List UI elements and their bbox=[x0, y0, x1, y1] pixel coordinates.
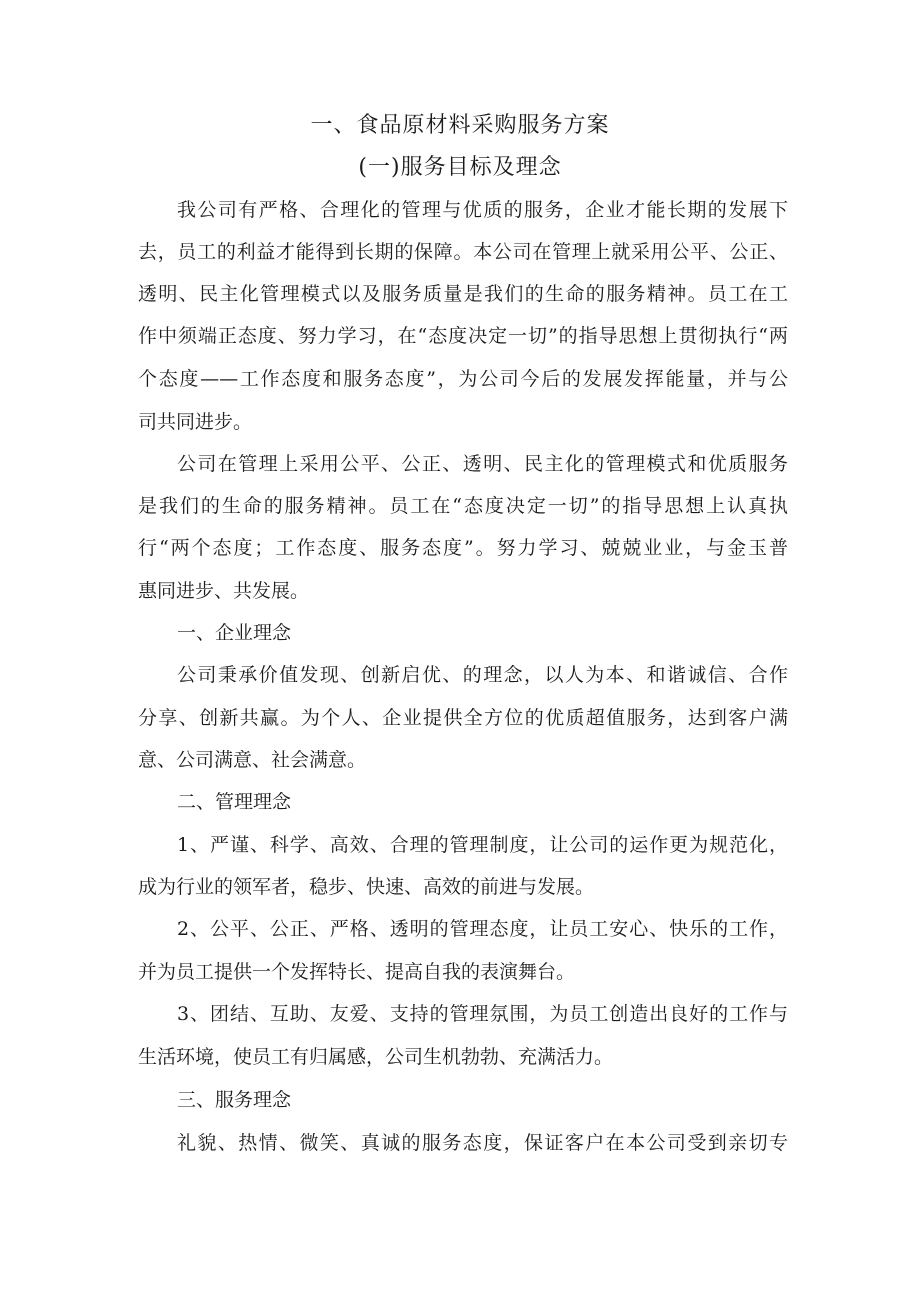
paragraph-line: 是我们的生命的服务精神。员工在“态度决定一切”的指导思想上认真执 bbox=[138, 495, 788, 517]
paragraph-line: 分享、创新共赢。为个人、企业提供全方位的优质超值服务，达到客户满 bbox=[138, 707, 788, 729]
list-item-line: 1、严谨、科学、高效、合理的管理制度，让公司的运作更为规范化， bbox=[177, 834, 788, 856]
list-item-line: 生活环境，使员工有归属感，公司生机勃勃、充满活力。 bbox=[138, 1046, 614, 1068]
subheading-management-philosophy: 二、管理理念 bbox=[177, 791, 292, 813]
subheading-service-philosophy: 三、服务理念 bbox=[177, 1089, 292, 1111]
paragraph-line: 公司秉承价值发现、创新启优、的理念，以人为本、和谐诚信、合作 bbox=[177, 664, 788, 686]
paragraph-line: 司共同进步。 bbox=[138, 411, 253, 433]
paragraph-line: 作中须端正态度、努力学习，在“态度决定一切”的指导思想上贯彻执行“两 bbox=[138, 325, 788, 347]
list-item-line: 并为员工提供一个发挥特长、提高自我的表演舞台。 bbox=[138, 961, 576, 983]
list-item-line: 成为行业的领军者，稳步、快速、高效的前进与发展。 bbox=[138, 876, 595, 898]
paragraph-line: 去，员工的利益才能得到长期的保障。本公司在管理上就采用公平、公正、 bbox=[138, 241, 788, 263]
paragraph-line: 行“两个态度；工作态度、服务态度”。努力学习、兢兢业业，与金玉普 bbox=[138, 537, 788, 559]
paragraph-line: 我公司有严格、合理化的管理与优质的服务，企业才能长期的发展下 bbox=[177, 199, 788, 221]
paragraph-line: 礼貌、热情、微笑、真诚的服务态度，保证客户在本公司受到亲切专 bbox=[177, 1132, 788, 1154]
list-item-line: 2、公平、公正、严格、透明的管理态度，让员工安心、快乐的工作， bbox=[177, 918, 788, 940]
paragraph-line: 惠同进步、共发展。 bbox=[138, 580, 310, 602]
paragraph-line: 个态度——工作态度和服务态度”，为公司今后的发展发挥能量，并与公 bbox=[138, 368, 788, 390]
paragraph-line: 透明、民主化管理模式以及服务质量是我们的生命的服务精神。员工在工 bbox=[138, 283, 788, 305]
paragraph-line: 意、公司满意、社会满意。 bbox=[138, 749, 367, 771]
document-title: 一、食品原材料采购服务方案 bbox=[310, 113, 610, 138]
paragraph-line: 公司在管理上采用公平、公正、透明、民主化的管理模式和优质服务 bbox=[177, 453, 788, 475]
subheading-enterprise-philosophy: 一、企业理念 bbox=[177, 622, 292, 644]
list-item-line: 3、团结、互助、友爱、支持的管理氛围，为员工创造出良好的工作与 bbox=[177, 1003, 788, 1025]
section-heading: (一)服务目标及理念 bbox=[358, 155, 562, 180]
